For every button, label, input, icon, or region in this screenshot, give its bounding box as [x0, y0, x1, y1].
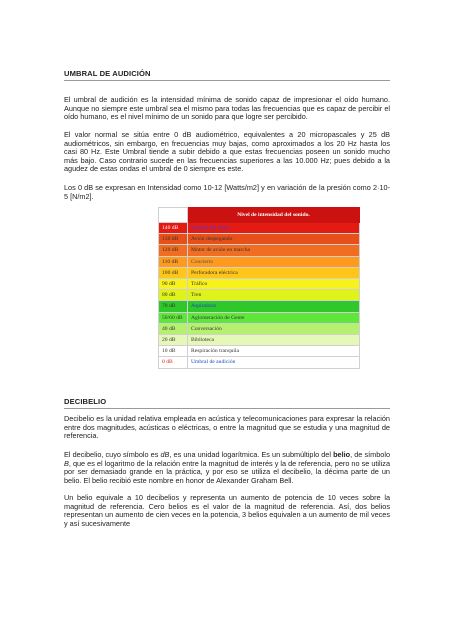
table-header-blank	[159, 208, 188, 223]
table-row	[159, 245, 360, 256]
text-span: El decibelio, cuyo símbolo es	[64, 450, 161, 459]
text-span: , de símbolo	[350, 450, 391, 459]
db-level-cell: 70 dB	[159, 301, 188, 312]
table-row	[159, 267, 360, 278]
table-header: Nivel de intensidad del sonido.	[188, 208, 360, 223]
db-level-cell: 0 dB	[159, 357, 188, 368]
db-level-cell: 100 dB	[159, 267, 188, 278]
sound-source-cell: Conversación	[188, 323, 360, 334]
sound-source-cell: Motor de avión en marcha	[188, 245, 360, 256]
paragraph-umbral-values: El valor normal se sitúa entre 0 dB audiométrico, equivalentes a 20 micropascales y 25 dB audiométricos, sin embargo, en frecuencias muy bajas, como aproximados a los 20 Hz hasta los casi 80 Hz. Este Umbral tiende a subir debido a que estas frecuencias poseen un sonido mucho más bajo. Caso contrario sucede en las frecuencias superiores a las 10.000 Hz; pues debido a la agudez de estas ondas el umbral de 0 siempre es este.	[64, 130, 390, 174]
text-span: , es una unidad logarítmica. Es un submúltiplo del	[169, 450, 334, 459]
table-row	[159, 357, 360, 368]
sound-source-cell: Biblioteca	[188, 335, 360, 346]
dB-symbol: dB	[160, 450, 170, 459]
table-row	[159, 301, 360, 312]
table-row	[159, 323, 360, 334]
db-level-cell: 50/60 dB	[159, 312, 188, 323]
sound-source-cell: Concierto	[188, 256, 360, 267]
sound-source-cell: Perforadora eléctrica	[188, 267, 360, 278]
sound-source-cell: Avión despegando	[188, 234, 360, 245]
db-level-cell: 140 dB	[159, 223, 188, 234]
table-row	[159, 312, 360, 323]
text-span: , que es el logaritmo de la relación entre la magnitud de interés y la de referencia, pero no se utiliza por ser demasiado grande en la práctica, y por eso se utiliza el decibelio, la décima parte de un belio. El belio recibió este nombre en honor de Alexander Graham Bell.	[64, 458, 390, 485]
sound-source-cell: Aspiradora	[188, 301, 360, 312]
table-row	[159, 223, 360, 234]
section-heading-umbral: UMBRAL DE AUDICIÓN	[64, 69, 390, 81]
table-row	[159, 256, 360, 267]
db-level-cell: 130 dB	[159, 234, 188, 245]
db-level-cell: 120 dB	[159, 245, 188, 256]
db-level-cell: 40 dB	[159, 323, 188, 334]
table-row	[159, 279, 360, 290]
db-level-cell: 20 dB	[159, 335, 188, 346]
paragraph-decibelio-log	[64, 451, 390, 485]
paragraph-umbral-units: Los 0 dB se expresan en Intensidad como 10-12 [Watts/m2] y en variación de la presión como 2·10-5 [N/m2].	[64, 183, 390, 201]
section-heading-decibelio: DECIBELIO	[64, 397, 390, 409]
sound-source-cell: Tren	[188, 290, 360, 301]
table-row	[159, 234, 360, 245]
db-level-cell: 80 dB	[159, 290, 188, 301]
table-row	[159, 290, 360, 301]
sound-source-cell: Aglomeración de Gente	[188, 312, 360, 323]
db-level-cell: 110 dB	[159, 256, 188, 267]
B-symbol: B	[64, 458, 69, 468]
table-row	[159, 346, 360, 357]
sound-intensity-table	[158, 207, 360, 369]
sound-source-cell: Umbral del dolor	[188, 223, 360, 234]
belio-term: belio	[333, 450, 351, 459]
paragraph-umbral-definition: El umbral de audición es la intensidad mínima de sonido capaz de impresionar el oído humano. Aunque no siempre este umbral sea el mismo para todas las frecuencias que es capaz de percibir el oído humano, es el nivel mínimo de un sonido para que logre ser percibido.	[64, 95, 390, 122]
table-row	[159, 335, 360, 346]
db-level-cell: 90 dB	[159, 279, 188, 290]
sound-source-cell: Respiración tranquila	[188, 346, 360, 357]
paragraph-decibelio-scale: Un belio equivale a 10 decibelios y representa un aumento de potencia de 10 veces sobre la magnitud de referencia. Cero belios es el valor de la magnitud de referencia. Así, dos belios representan un aumento de cien veces en la potencia, 3 belios equivalen a un aumento de mil veces y así sucesivamente	[64, 493, 390, 528]
sound-source-cell: Umbral de audición	[188, 357, 360, 368]
db-level-cell: 10 dB	[159, 346, 188, 357]
sound-source-cell: Tráfico	[188, 279, 360, 290]
paragraph-decibelio-definition: Decibelio es la unidad relativa empleada en acústica y telecomunicaciones para expresar la relación entre dos magnitudes, acústicas o eléctricas, o entre la magnitud que se estudia y una magnitud de referencia.	[64, 414, 390, 441]
